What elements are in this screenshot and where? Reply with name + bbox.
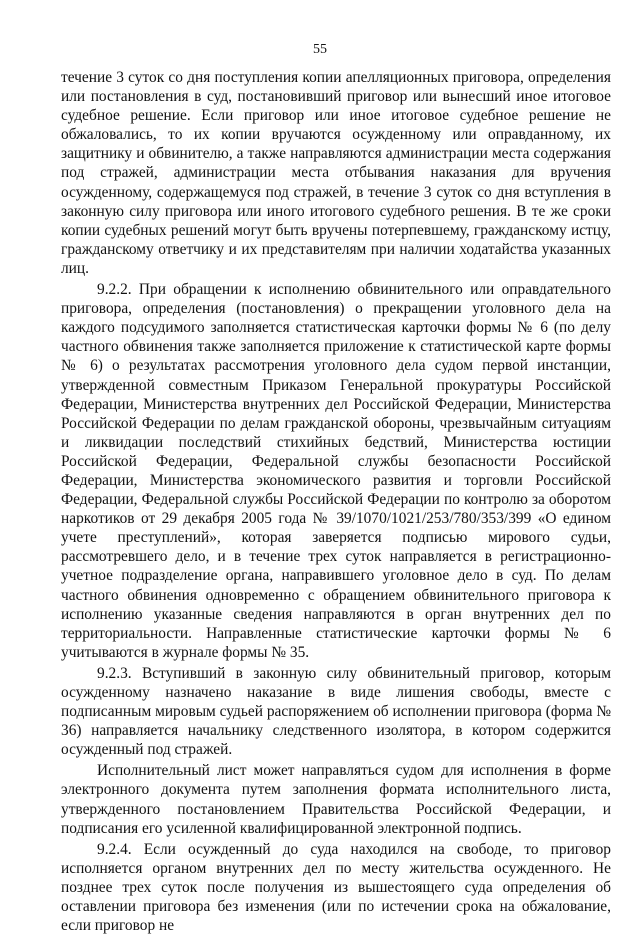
paragraph-9-2-3: 9.2.3. Вступивший в законную силу обвинительный приговор, которым осужденному назначено наказание в виде лишения свободы, вместе с подписанным мировым судьей распоряжением об исполнении приговора (форма № 36) направляется начальнику следственного изолятора, в котором содержится осужденный под стражей.	[61, 664, 611, 759]
page-number: 55	[313, 42, 327, 57]
paragraph-executive-list: Исполнительный лист может направляться судом для исполнения в форме электронного документа путем заполнения формата исполнительного листа, утвержденного постановлением Правительства Российской Федерации, и подписания его усиленной квалифицированной электронной подпись.	[61, 762, 611, 837]
paragraph-continuation: течение 3 суток со дня поступления копии апелляционных приговора, определения или постановления в суд, постановивший приговор или вынесший иное итоговое судебное решение. Если приговор или иное итоговое судебное решение не обжаловались, то их копии вручаются осужденному или оправданному, их защитнику и обвинителю, а также направляются администрации места содержания под стражей, администрации места отбывания наказания для вручения осужденному, содержащемуся под стражей, в течение 3 суток со дня вступления в законную силу приговора или иного итогового судебного решения. В те же сроки копии судебных решений могут быть вручены потерпевшему, гражданскому истцу, гражданскому ответчику и их представителям при наличии ходатайства указанных лиц.	[61, 69, 611, 277]
document-body	[61, 68, 611, 937]
paragraph-9-2-2: 9.2.2. При обращении к исполнению обвинительного или оправдательного приговора, определения (постановления) о прекращении уголовного дела на каждого подсудимого заполняется статистическая карточки формы № 6 (по делу частного обвинения также заполняется приложение к статистической карте формы № 6) о результатах рассмотрения уголовного дела судом первой инстанции, утвержденной совместным Приказом Генеральной прокуратуры Российской Федерации, Министерства внутренних дел Российской Федерации, Министерства Российской Федерации по делам гражданской обороны, чрезвычайным ситуациям и ликвидации последствий стихийных бедствий, Министерства юстиции Российской Федерации, Федеральной службы безопасности Российской Федерации, Министерства экономического развития и торговли Российской Федерации, Федеральной службы Российской Федерации по контролю за оборотом наркотиков от 29 декабря 2005 года № 39/1070/1021/253/780/353/399 «О едином учете преступлений», которая заверяется подписью мирового судьи, рассмотревшего дело, и в течение трех суток направляется в регистрационно-учетное подразделение органа, направившего уголовное дело в суд. По делам частного обвинения одновременно с обращением обвинительного приговора к исполнению указанные сведения направляются в орган внутренних дел по территориальности. Направленные статистические карточки формы № 6 учитываются в журнале формы № 35.	[61, 281, 611, 661]
paragraph-9-2-4: 9.2.4. Если осужденный до суда находился на свободе, то приговор исполняется органом внутренних дел по месту жительства осужденного. Не позднее трех суток после получения из вышестоящего суда определения об оставлении приговора без изменения (или по истечении срока на обжалование, если приговор не	[61, 840, 611, 935]
